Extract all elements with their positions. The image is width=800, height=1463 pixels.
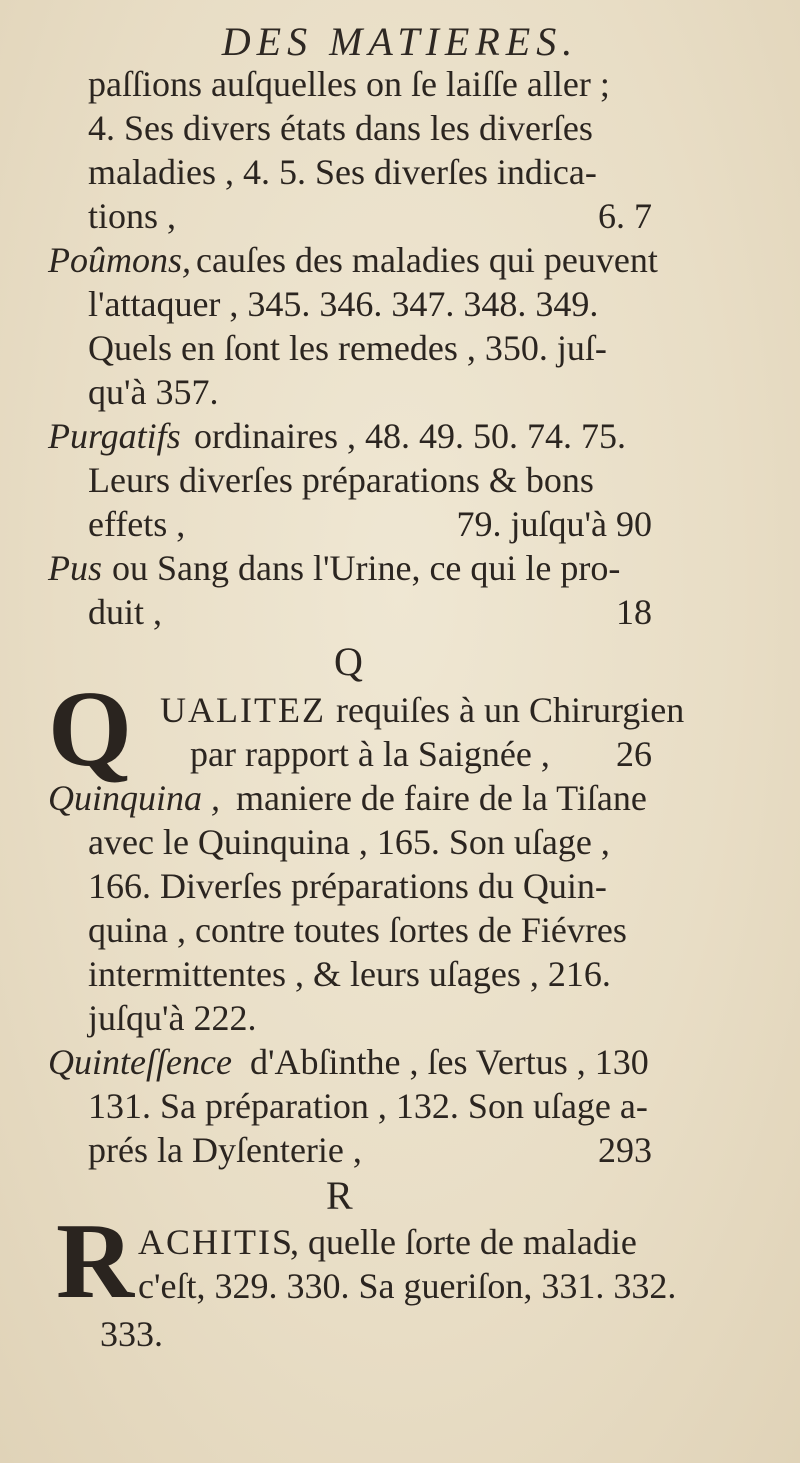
entry-line: maladies , 4. 5. Ses diverſes indica- (88, 152, 597, 192)
entry-line: c'eſt, 329. 330. Sa gueriſon, 331. 332. (138, 1266, 677, 1306)
entry-headword: Poûmons, (48, 240, 191, 280)
entry-line: quina , contre toutes ſortes de Fiévres (88, 910, 627, 950)
entry-line: 166. Diverſes préparations du Quin- (88, 866, 607, 906)
entry-line: requiſes à un Chirurgien (336, 690, 685, 730)
entry-headword: Purgatifs (48, 416, 181, 456)
entry-line: effets , (88, 504, 186, 544)
entry-line: ou Sang dans l'Urine, ce qui le pro- (112, 548, 621, 588)
entry-line: avec le Quinquina , 165. Son uſage , (88, 822, 610, 862)
entry-lead-word: UALITEZ (160, 690, 326, 730)
drop-cap-q: Q (48, 670, 133, 789)
entry-line: intermittentes , & leurs uſages , 216. (88, 954, 611, 994)
entry-line: qu'à 357. (88, 372, 219, 412)
entry-headword: Quinteſſence (48, 1042, 232, 1082)
entry-line: 131. Sa préparation , 132. Son uſage a- (88, 1086, 648, 1126)
entry-line: 4. Ses divers états dans les diverſes (88, 108, 593, 148)
entry-line: maniere de faire de la Tiſane (236, 778, 647, 818)
page-reference: 6. 7 (598, 196, 652, 236)
drop-cap-r: R (56, 1202, 134, 1321)
page-header: DES MATIERES. (221, 19, 579, 64)
entry-line: 333. (100, 1314, 163, 1354)
entry-line: prés la Dyſenterie , (88, 1130, 362, 1170)
entry-line: d'Abſinthe , ſes Vertus , 130 (250, 1042, 649, 1082)
page-reference: 293 (598, 1130, 652, 1170)
entry-line: l'attaquer , 345. 346. 347. 348. 349. (88, 284, 599, 324)
section-letter-q: Q (334, 639, 363, 684)
entry-line: ordinaires , 48. 49. 50. 74. 75. (194, 416, 626, 456)
entry-headword: Quinquina , (48, 778, 221, 818)
entry-lead-word: ACHITIS (138, 1222, 294, 1262)
page-reference: 26 (616, 734, 652, 774)
entry-line: , quelle ſorte de maladie (290, 1222, 637, 1262)
entry-line: Leurs diverſes préparations & bons (88, 460, 594, 500)
entry-line: Quels en ſont les remedes , 350. juſ- (88, 328, 607, 368)
entry-line: cauſes des maladies qui peuvent (196, 240, 658, 280)
entry-line: paſſions auſquelles on ſe laiſſe aller ; (88, 64, 610, 104)
entry-line: par rapport à la Saignée , (190, 734, 550, 774)
entry-line: duit , (88, 592, 163, 632)
page-reference: 18 (616, 592, 652, 632)
entry-line: tions , (88, 196, 177, 236)
section-letter-r: R (326, 1173, 353, 1218)
entry-line: juſqu'à 222. (88, 998, 257, 1038)
entry-headword: Pus (48, 548, 102, 588)
page-reference: 79. juſqu'à 90 (456, 504, 652, 544)
